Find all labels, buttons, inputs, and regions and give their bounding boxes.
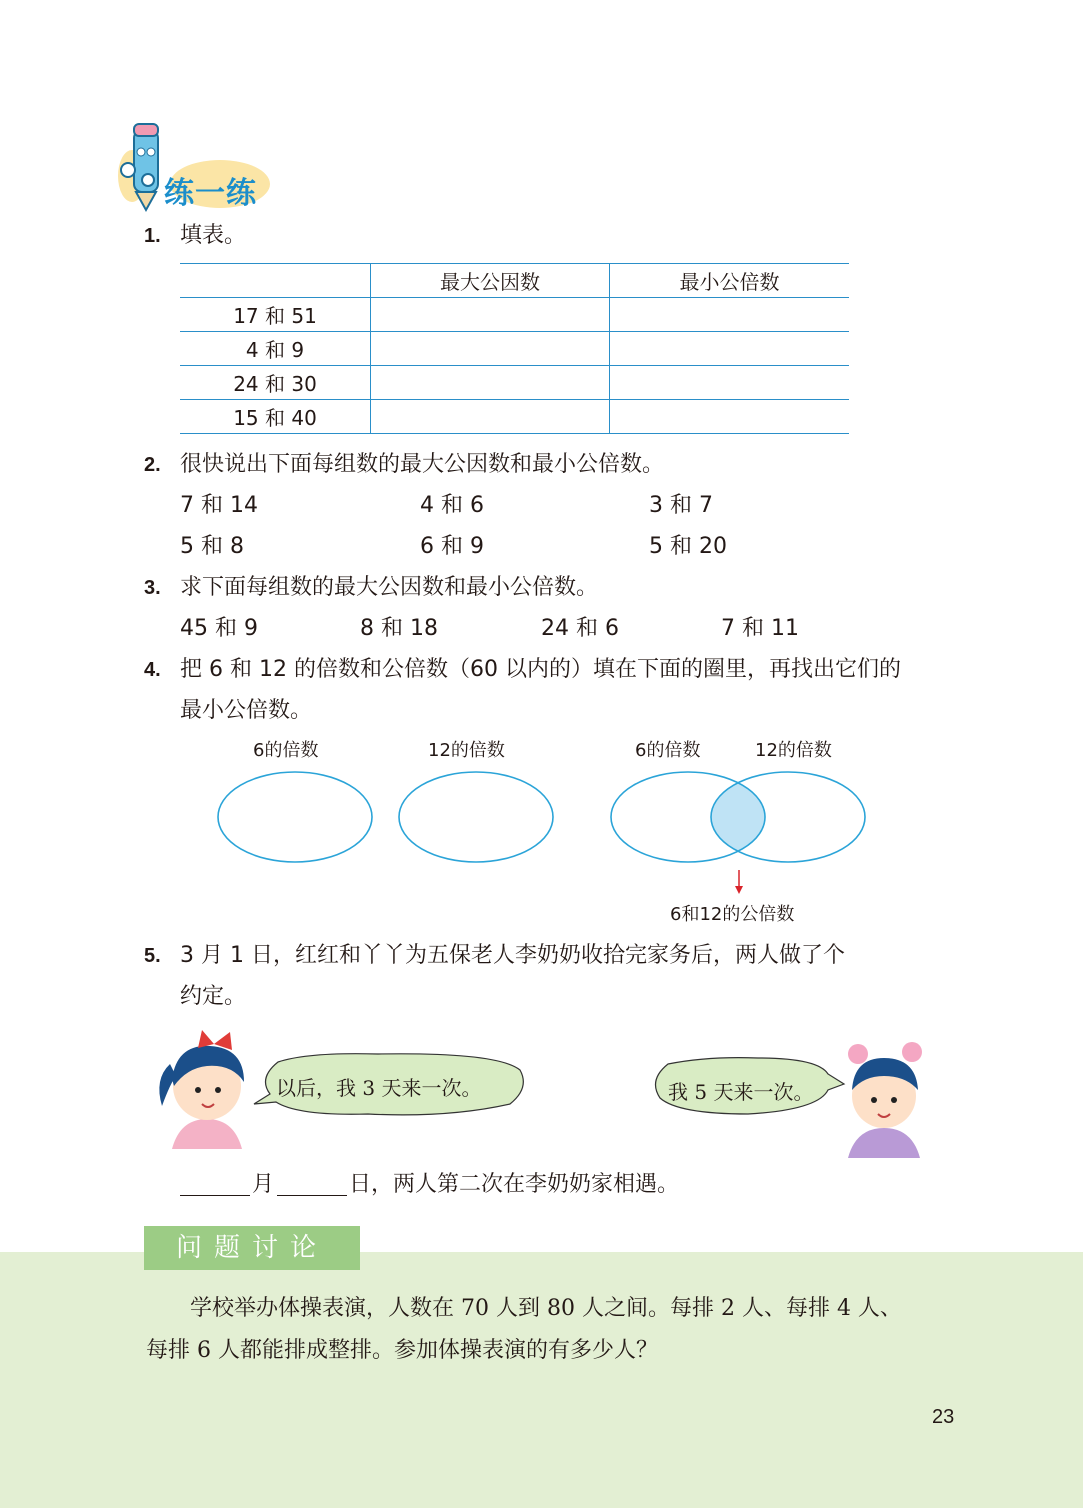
lcm-answer-cell[interactable] bbox=[610, 400, 850, 434]
label-multiples-of-12-venn: 12的倍数 bbox=[755, 740, 832, 761]
answer-month-blank[interactable] bbox=[180, 1195, 250, 1196]
q5-text-line1: 3 月 1 日，红红和丫丫为五保老人李奶奶收拾完家务后，两人做了个 bbox=[180, 943, 845, 968]
q5-number: 5. bbox=[144, 945, 161, 967]
q2-item: 6 和 9 bbox=[420, 534, 484, 559]
q1-table bbox=[180, 263, 849, 434]
ellipse-multiples-of-12[interactable] bbox=[399, 772, 553, 862]
label-multiples-of-6-venn: 6的倍数 bbox=[635, 740, 701, 761]
page-number: 23 bbox=[932, 1406, 955, 1428]
q4-number: 4. bbox=[144, 659, 161, 681]
table-row-label: 4 和 9 bbox=[180, 332, 371, 366]
discussion-line2: 每排 6 人都能排成整排。参加体操表演的有多少人？ bbox=[146, 1338, 658, 1363]
label-multiples-of-6: 6的倍数 bbox=[253, 740, 319, 761]
table-header-cell: 最小公倍数 bbox=[610, 264, 850, 298]
ellipse-multiples-of-6[interactable] bbox=[218, 772, 372, 862]
label-multiples-of-12: 12的倍数 bbox=[428, 740, 505, 761]
girl-yaYa-illustration-icon bbox=[836, 1030, 936, 1162]
q3-item: 24 和 6 bbox=[541, 616, 619, 641]
gcd-answer-cell[interactable] bbox=[371, 366, 610, 400]
answer-month-label: 月 bbox=[252, 1172, 275, 1197]
table-row-label: 17 和 51 bbox=[180, 298, 371, 332]
q2-text: 很快说出下面每组数的最大公因数和最小公倍数。 bbox=[180, 452, 665, 477]
venn-diagrams bbox=[200, 768, 880, 898]
bubble-right-text: 我 5 天来一次。 bbox=[668, 1080, 814, 1104]
lcm-answer-cell[interactable] bbox=[610, 298, 850, 332]
q3-item: 45 和 9 bbox=[180, 616, 258, 641]
table-header-cell: 最大公因数 bbox=[371, 264, 610, 298]
q2-number: 2. bbox=[144, 454, 161, 476]
arrow-head-icon bbox=[735, 886, 743, 894]
q5-text-line2: 约定。 bbox=[180, 984, 247, 1009]
table-header-cell bbox=[180, 264, 371, 298]
gcd-answer-cell[interactable] bbox=[371, 332, 610, 366]
table-row-label: 15 和 40 bbox=[180, 400, 371, 434]
q2-item: 5 和 8 bbox=[180, 534, 244, 559]
discussion-title: 问题讨论 bbox=[144, 1226, 360, 1270]
q3-item: 7 和 11 bbox=[721, 616, 799, 641]
discussion-line1: 学校举办体操表演，人数在 70 人到 80 人之间。每排 2 人、每排 4 人、 bbox=[190, 1296, 902, 1321]
table-header-row bbox=[180, 264, 849, 298]
lcm-answer-cell[interactable] bbox=[610, 332, 850, 366]
answer-tail-text: 日，两人第二次在李奶奶家相遇。 bbox=[349, 1172, 680, 1197]
q4-text-line2: 最小公倍数。 bbox=[180, 698, 313, 723]
q1-text: 填表。 bbox=[180, 223, 247, 248]
gcd-answer-cell[interactable] bbox=[371, 298, 610, 332]
gcd-answer-cell[interactable] bbox=[371, 400, 610, 434]
section-header bbox=[112, 118, 272, 213]
table-row bbox=[180, 332, 849, 366]
q4-text-line1: 把 6 和 12 的倍数和公倍数（60 以内的）填在下面的圈里，再找出它们的 bbox=[180, 657, 901, 682]
answer-day-blank[interactable] bbox=[277, 1195, 347, 1196]
q2-item: 3 和 7 bbox=[649, 493, 713, 518]
q2-item: 5 和 20 bbox=[649, 534, 727, 559]
table-row bbox=[180, 298, 849, 332]
label-common-multiples: 6和12的公倍数 bbox=[670, 904, 795, 925]
q3-item: 8 和 18 bbox=[360, 616, 438, 641]
girl-hongHong-illustration-icon bbox=[152, 1024, 262, 1154]
table-row bbox=[180, 400, 849, 434]
bubble-left-text: 以后，我 3 天来一次。 bbox=[276, 1076, 482, 1100]
lcm-answer-cell[interactable] bbox=[610, 366, 850, 400]
q3-number: 3. bbox=[144, 577, 161, 599]
q1-number: 1. bbox=[144, 225, 161, 247]
discussion-panel bbox=[0, 1252, 1083, 1508]
section-title: 练一练 bbox=[164, 176, 257, 211]
q3-text: 求下面每组数的最大公因数和最小公倍数。 bbox=[180, 575, 599, 600]
table-row bbox=[180, 366, 849, 400]
q2-item: 7 和 14 bbox=[180, 493, 258, 518]
table-row-label: 24 和 30 bbox=[180, 366, 371, 400]
q2-item: 4 和 6 bbox=[420, 493, 484, 518]
